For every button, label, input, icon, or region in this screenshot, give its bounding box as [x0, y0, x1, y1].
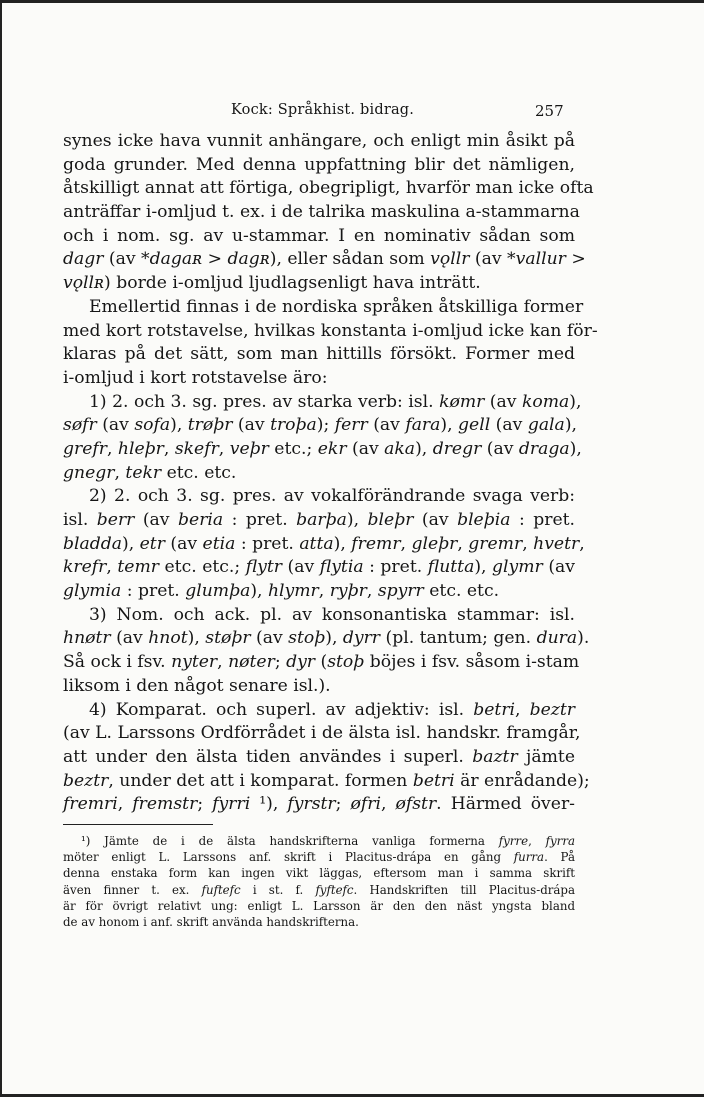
text-line: gnegr, tekr etc. etc.: [63, 462, 237, 483]
text-line: fremri, fremstr; fyrri ¹), fyrstr; øfri, øfstr. Härmed över-: [63, 794, 575, 815]
text-line: anträffar i-omljud t. ex. i de talrika maskulina a-stammarna: [63, 202, 580, 223]
text-line: 3) Nom. och ack. pl. av konsonantiska stammar: isl.: [89, 604, 575, 625]
text-line: 2) 2. och 3. sg. pres. av vokalförändrande svaga verb:: [89, 486, 575, 507]
text-line: och i nom. sg. av u-stammar. I en nominativ sådan som: [63, 225, 575, 246]
text-line: (av L. Larssons Ordförrådet i de älsta isl. handskr. framgår,: [63, 723, 581, 744]
footnote-line: ¹) Jämte de i de älsta handskrifterna vanliga formerna fyrre, fyrra: [81, 833, 575, 848]
text-line: Emellertid finnas i de nordiska språken åtskilliga former: [89, 296, 584, 317]
text-line: vǫllʀ) borde i-omljud ljudlagsenligt hava inträtt.: [63, 273, 481, 294]
text-line: isl. berr (av beria : pret. barþa), bleþr (av bleþia : pret.: [63, 510, 575, 530]
text-line: 4) Komparat. och superl. av adjektiv: isl. betri, beztr: [89, 699, 575, 720]
page-number: 257: [535, 102, 564, 120]
footnote-line: är för övrigt relativt ung: enligt L. Larsson är den den näst yngsta bland: [63, 898, 575, 913]
footnote-line: även finner t. ex. fuftefc i st. f. fyftefc. Handskriften till Placitus-drápa: [63, 882, 576, 897]
text-line: synes icke hava vunnit anhängare, och enligt min åsikt på: [63, 131, 575, 151]
text-line: att under den älsta tiden användes i superl. baztr jämte: [63, 746, 575, 767]
footnote-line: de av honom i anf. skrift använda handskrifterna.: [63, 914, 359, 929]
page-header: [63, 96, 575, 122]
text-line: glymia : pret. glumþa), hlymr, ryþr, spyrr etc. etc.: [63, 581, 500, 602]
book-page: [63, 96, 598, 930]
text-line: goda grunder. Med denna uppfattning blir det nämligen,: [63, 154, 575, 175]
running-head: Kock: Språkhist. bidrag.: [231, 102, 415, 118]
text-line: beztr, under det att i komparat. formen betri är enrådande);: [63, 770, 590, 791]
footnotes: [63, 833, 575, 930]
text-line: liksom i den något senare isl.).: [63, 675, 331, 696]
text-line: bladda), etr (av etia : pret. atta), fremr, gleþr, gremr, hvetr,: [63, 533, 585, 554]
text-line: grefr, hleþr, skefr, veþr etc.; ekr (av aka), dregr (av draga),: [63, 438, 582, 459]
scan-border-top: [0, 0, 704, 3]
text-line: i-omljud i kort rotstavelse äro:: [63, 367, 328, 388]
text-line: 1) 2. och 3. sg. pres. av starka verb: isl. kømr (av koma),: [89, 391, 582, 412]
footnote-divider: [63, 824, 213, 825]
footnote-line: möter enligt L. Larssons anf. skrift i Placitus-drápa en gång furra. På: [63, 850, 575, 865]
text-line: med kort rotstavelse, hvilkas konstanta i-omljud icke kan för-: [63, 320, 598, 341]
footnote-line: denna enstaka form kan ingen vikt läggas, eftersom man i samma skrift: [63, 866, 575, 881]
text-line: Så ock i fsv. nyter, nøter; dyr (stoþ böjes i fsv. såsom i-stam: [63, 652, 580, 673]
text-line: klaras på det sätt, som man hittills försökt. Former med: [63, 344, 575, 365]
text-line: søfr (av sofa), trøþr (av troþa); ferr (av fara), gell (av gala),: [63, 415, 577, 436]
body-text: [63, 130, 598, 817]
scan-border-left: [0, 0, 2, 1097]
text-line: hnøtr (av hnot), støþr (av stoþ), dyrr (pl. tantum; gen. dura).: [63, 628, 590, 649]
text-line: dagr (av *dagaʀ > dagʀ), eller sådan som vǫllr (av *vallur >: [63, 249, 586, 270]
text-line: krefr, temr etc. etc.; flytr (av flytia : pret. flutta), glymr (av: [63, 557, 575, 578]
text-line: åtskilligt annat att förtiga, obegripligt, hvarför man icke ofta: [63, 178, 594, 199]
